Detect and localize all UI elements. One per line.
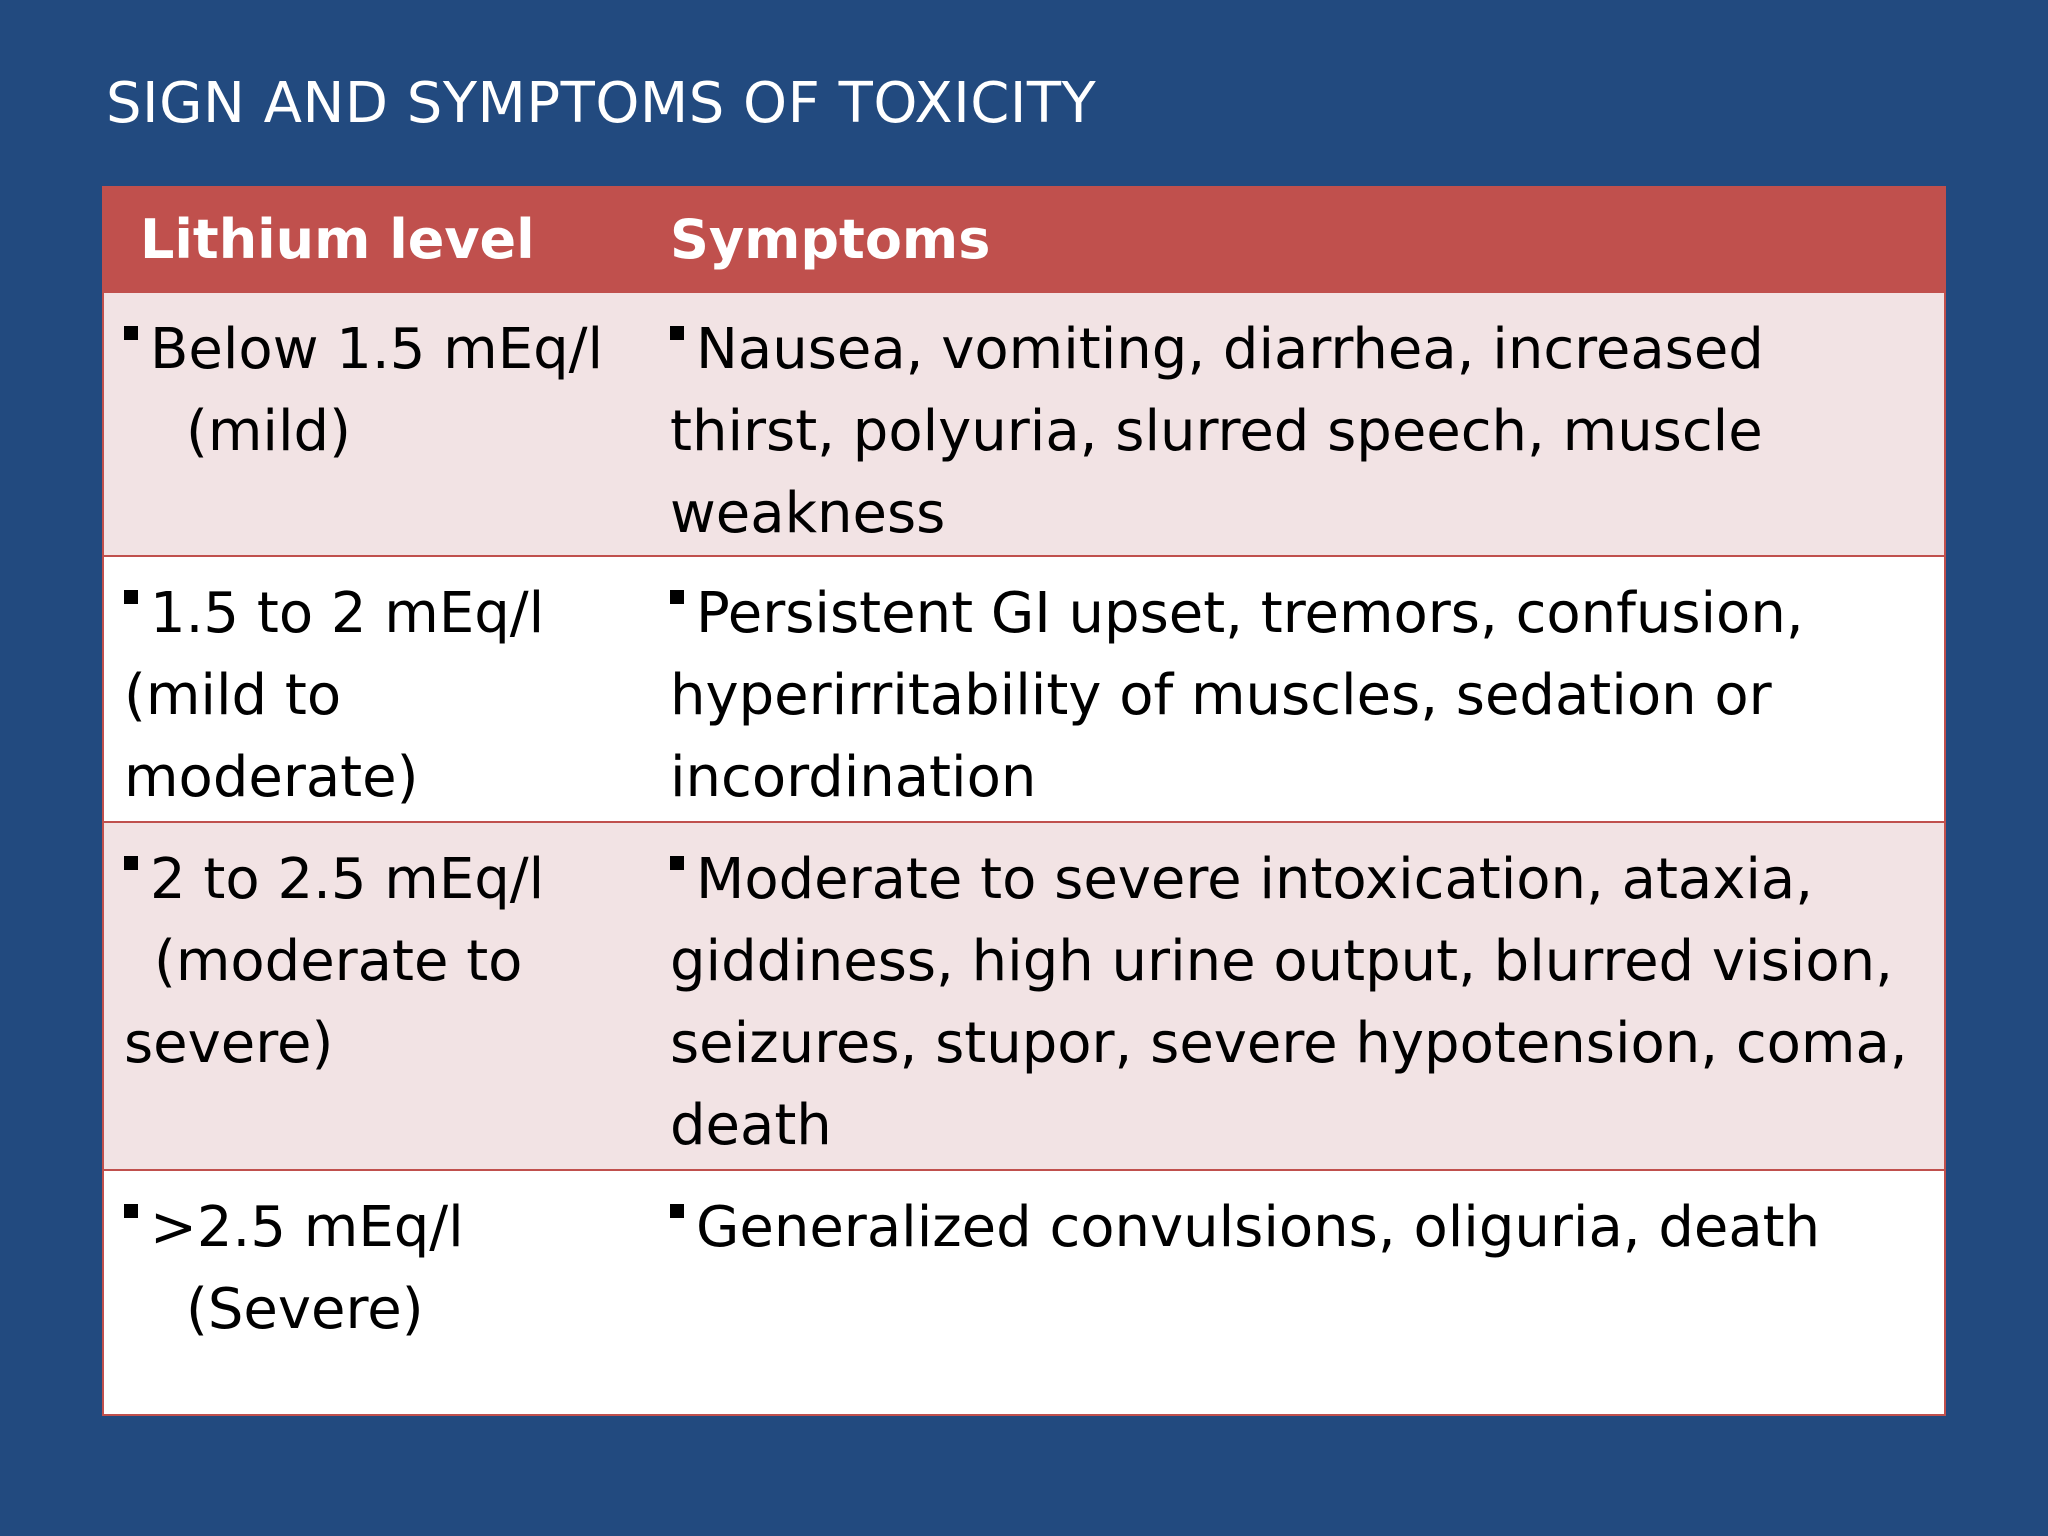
table-row bbox=[104, 556, 1944, 822]
symptoms-cell bbox=[668, 292, 1944, 556]
level-range: 1.5 to 2 mEq/l bbox=[150, 581, 545, 646]
table-header-row bbox=[104, 188, 1944, 292]
level-severity: (Severe) bbox=[186, 1277, 424, 1342]
square-bullet-icon bbox=[124, 1204, 138, 1218]
level-severity-cont: moderate) bbox=[124, 745, 419, 810]
level-range: 2 to 2.5 mEq/l bbox=[150, 847, 545, 912]
level-severity: (moderate to bbox=[154, 929, 523, 994]
toxicity-table bbox=[102, 186, 1946, 1416]
symptoms-cell bbox=[668, 822, 1944, 1170]
slide-title: SIGN AND SYMPTOMS OF TOXICITY bbox=[106, 71, 1097, 136]
level-severity: (mild to bbox=[124, 663, 342, 728]
header-lithium-level: Lithium level bbox=[140, 208, 535, 271]
level-range: Below 1.5 mEq/l bbox=[150, 317, 604, 382]
square-bullet-icon bbox=[670, 590, 684, 604]
square-bullet-icon bbox=[124, 326, 138, 340]
square-bullet-icon bbox=[670, 326, 684, 340]
level-severity: (mild) bbox=[186, 399, 351, 464]
table-row bbox=[104, 1170, 1944, 1414]
symptoms-cell bbox=[668, 1170, 1944, 1414]
level-cell bbox=[104, 292, 668, 556]
symptoms-text: Generalized convulsions, oliguria, death bbox=[696, 1195, 1821, 1260]
square-bullet-icon bbox=[124, 590, 138, 604]
level-severity-cont: severe) bbox=[124, 1011, 334, 1076]
square-bullet-icon bbox=[670, 1204, 684, 1218]
toxicity-table-grid bbox=[104, 188, 1944, 1414]
level-cell bbox=[104, 1170, 668, 1414]
square-bullet-icon bbox=[124, 856, 138, 870]
level-cell bbox=[104, 822, 668, 1170]
level-cell bbox=[104, 556, 668, 822]
symptoms-cell bbox=[668, 556, 1944, 822]
symptoms-text: Nausea, vomiting, diarrhea, increased thirst, polyuria, slurred speech, muscle weakness bbox=[670, 317, 1764, 546]
symptoms-text: Moderate to severe intoxication, ataxia, giddiness, high urine output, blurred vision, seizures, stupor, severe hypotension, coma, death bbox=[670, 847, 1908, 1158]
table-row bbox=[104, 292, 1944, 556]
symptoms-text: Persistent GI upset, tremors, confusion, hyperirritability of muscles, sedation or incordination bbox=[670, 581, 1804, 810]
square-bullet-icon bbox=[670, 856, 684, 870]
table-row bbox=[104, 822, 1944, 1170]
level-range: >2.5 mEq/l bbox=[150, 1195, 464, 1260]
header-symptoms: Symptoms bbox=[670, 208, 991, 271]
